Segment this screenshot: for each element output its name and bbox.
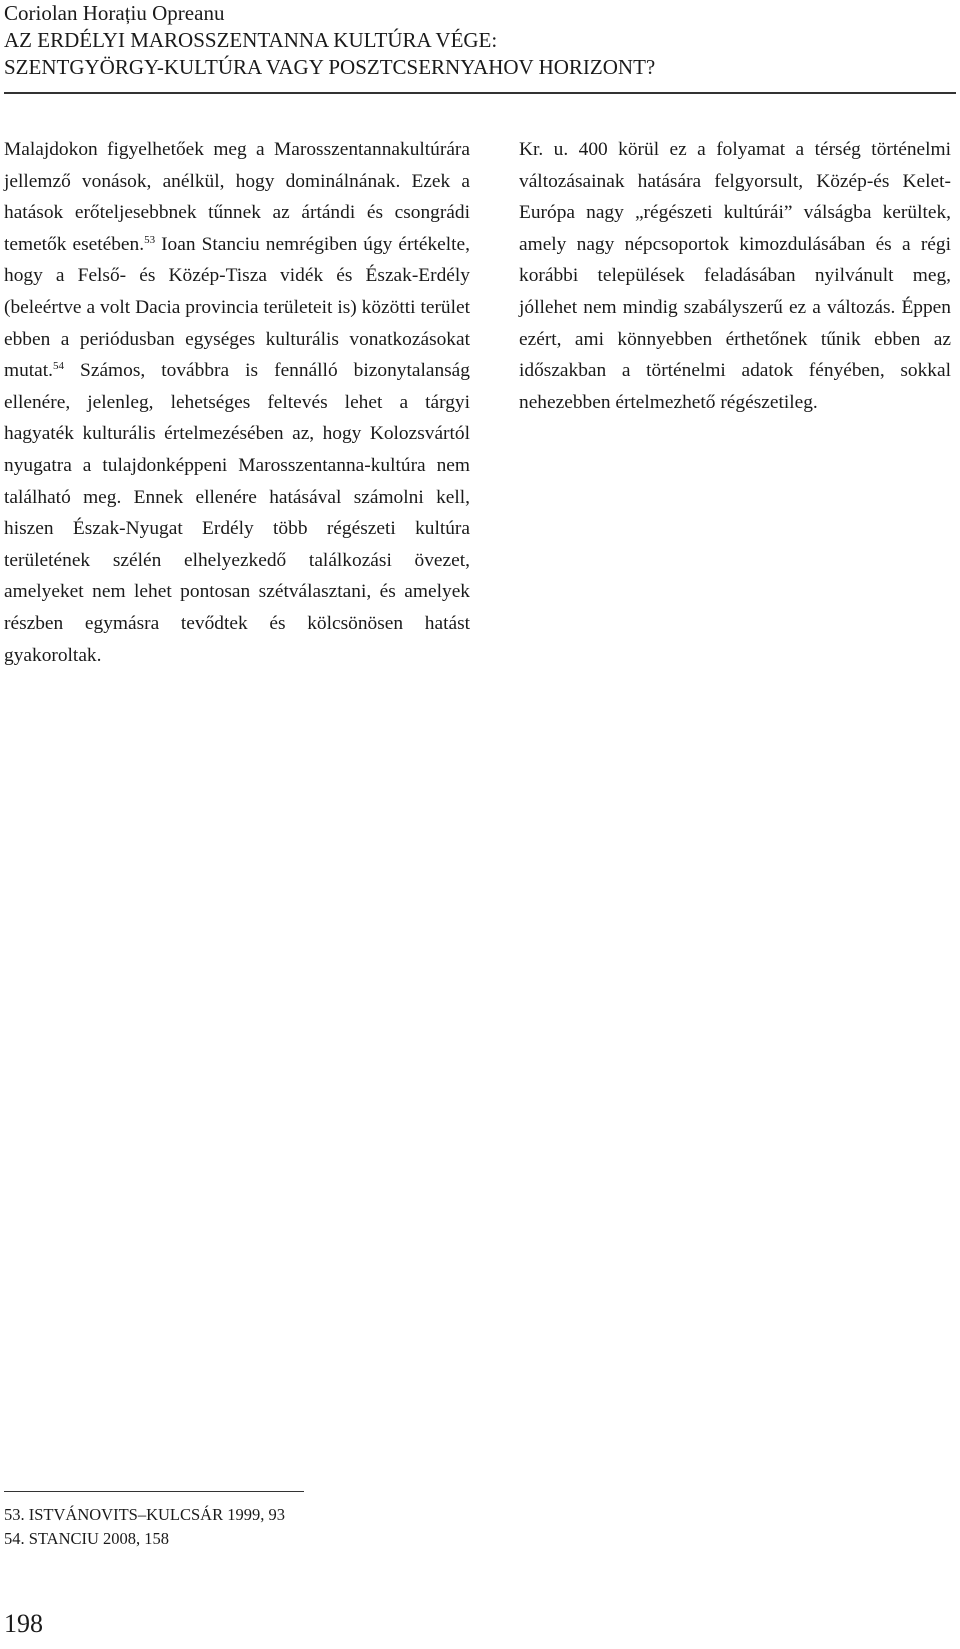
footnote-ref-53[interactable]: 53 bbox=[144, 233, 156, 246]
footnotes bbox=[4, 1503, 285, 1551]
header-title-line-2: SZENTGYÖRGY-KULTÚRA VAGY POSZTCSERNYAHOV HORIZONT? bbox=[4, 55, 656, 79]
left-paragraph bbox=[4, 134, 470, 671]
header-rule bbox=[4, 92, 956, 94]
running-header bbox=[4, 0, 954, 81]
right-column bbox=[519, 134, 951, 418]
right-paragraph: Kr. u. 400 körül ez a folyamat a térség történelmi változásainak hatására felgyorsult, Közép-és Kelet-Európa nagy „régészeti kultúrái” válságba kerültek, amely nagy népcsoportok kimozdulásában és a régi korábbi települések feladásában nyilvánult meg, jóllehet nem mindig szabályszerű ez a változás. Éppen ezért, ami könnyebben érthetőnek tűnik ebben az időszakban a történelmi adatok fényében, sokkal nehezebben értelmezhető régészetileg. bbox=[519, 139, 951, 413]
footnote-ref-54[interactable]: 54 bbox=[53, 360, 65, 373]
left-column bbox=[4, 134, 470, 671]
header-title-line-1: AZ ERDÉLYI MAROSSZENTANNA KULTÚRA VÉGE: bbox=[4, 28, 498, 52]
footnote-53: 53. ISTVÁNOVITS–KULCSÁR 1999, 93 bbox=[4, 1505, 285, 1524]
left-text-b: Ioan Stanciu nemrégiben úgy értékelte, hogy a Felső- és Közép-Tisza vidék és Észak-Erdély (beleértve a volt Dacia provincia területeit is) közötti terület ebben a periódusban egységes kulturális vonatkozásokat mutat. bbox=[4, 233, 470, 382]
page-number: 198 bbox=[4, 1609, 43, 1638]
left-text-a: Malajdokon figyelhetőek meg a Marosszentannakultúrára jellemző vonások, anélkül, hogy dominálnának. Ezek a hatások erőteljesebbnek tűnnek az ártándi és csongrádi temetők esetében. bbox=[4, 139, 470, 255]
left-text-c: Számos, továbbra is fennálló bizonytalanság ellenére, jelenleg, lehetséges feltevés lehet a tárgyi hagyaték kulturális értelmezésében az, hogy Kolozsvártól nyugatra a tulajdonképpeni Marosszentanna-kultúra nem található meg. Ennek ellenére hatásával számolni kell, hiszen Észak-Nyugat Erdély több régészeti kultúra területének szélén elhelyezkedő találkozási övezet, amelyeket nem lehet pontosan szétválasztani, és amelyek részben egymásra tevődtek és kölcsönösen hatást gyakoroltak. bbox=[4, 360, 470, 666]
footnote-54: 54. STANCIU 2008, 158 bbox=[4, 1529, 170, 1548]
footnote-rule bbox=[4, 1491, 304, 1492]
header-author: Coriolan Horațiu Opreanu bbox=[4, 1, 225, 25]
